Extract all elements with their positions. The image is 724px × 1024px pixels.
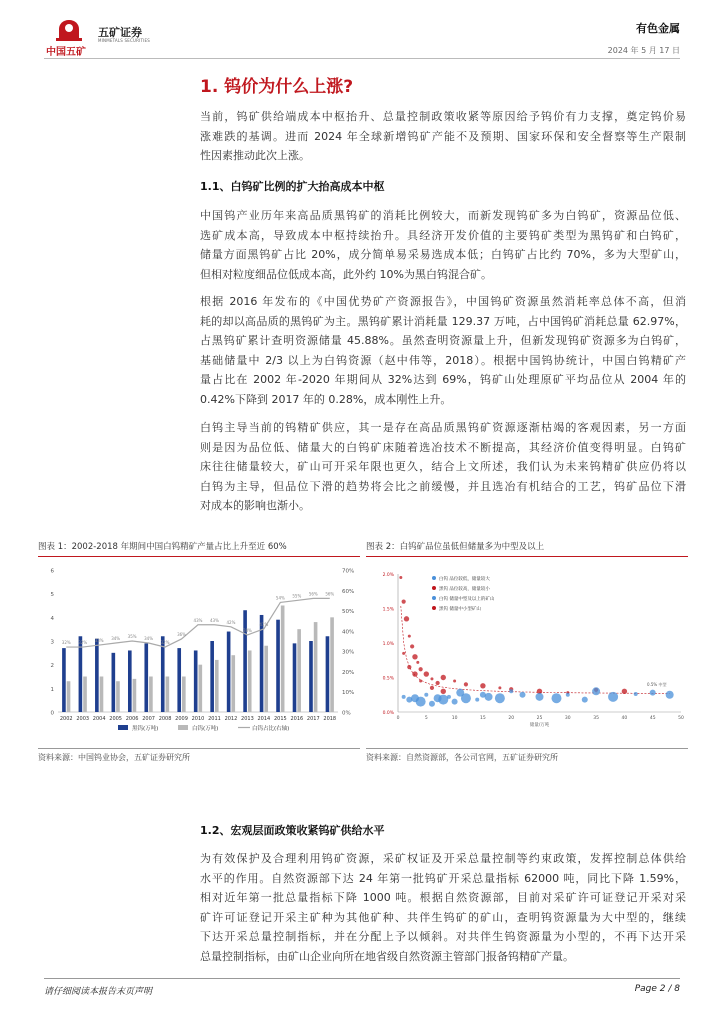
scatter-point bbox=[464, 682, 468, 686]
text-line: 下达开采总量控制指标，并在分配上予以倾斜。对共伴生钨资源量为小型的，不再下达开采 bbox=[200, 930, 686, 943]
text-line: 0.42%下降到 2017 年的 0.28%，成本刚性上升。 bbox=[200, 392, 452, 406]
bar-black-tungsten bbox=[161, 636, 165, 712]
legend-label: 黑钨 储量中小型矿山 bbox=[439, 606, 481, 612]
company-name: 中国五矿 bbox=[46, 47, 86, 58]
securities-name-en: MINMETALS SECURITIES bbox=[98, 38, 150, 43]
scatter-point bbox=[441, 689, 446, 694]
bar-black-tungsten bbox=[177, 648, 181, 712]
line-data-label: 55% bbox=[292, 593, 302, 599]
bar-white-tungsten bbox=[264, 646, 268, 712]
scatter-point bbox=[438, 695, 448, 705]
x-axis-tick-label: 35 bbox=[593, 716, 599, 721]
bar-white-tungsten bbox=[83, 677, 87, 713]
chart-annotation: 0.5% 中型 bbox=[647, 681, 667, 687]
x-axis-tick-label: 2007 bbox=[142, 716, 155, 722]
x-axis-tick-label: 2013 bbox=[241, 716, 254, 722]
text-line: 性因素推动此次上涨。 bbox=[200, 149, 310, 162]
scatter-point bbox=[498, 686, 501, 689]
line-data-label: 43% bbox=[193, 617, 203, 623]
header-divider bbox=[44, 58, 680, 59]
bar-white-tungsten bbox=[67, 681, 71, 712]
legend-label: 黑钨(万吨) bbox=[132, 726, 159, 732]
scatter-point bbox=[410, 644, 414, 648]
scatter-point bbox=[416, 661, 419, 664]
line-data-label: 56% bbox=[325, 591, 335, 597]
bar-white-tungsten bbox=[231, 655, 235, 712]
legend-label: 黑钨 品位较高，储量较小 bbox=[439, 586, 490, 592]
x-axis-tick-label: 2008 bbox=[158, 716, 172, 722]
scatter-point bbox=[485, 693, 493, 701]
text-line: 床往往储量较大，矿山可开采年限也更久，结合上文所述，我们认为未来钨精矿供应仍将以 bbox=[200, 460, 686, 473]
scatter-point bbox=[520, 692, 526, 698]
x-axis-tick-label: 2016 bbox=[290, 716, 304, 722]
figure-1-source: 资料来源：中国钨业协会，五矿证券研究所 bbox=[38, 753, 190, 762]
x-axis-tick-label: 2018 bbox=[323, 716, 337, 722]
section-1-heading: 1. 钨价为什么上涨? bbox=[200, 77, 354, 97]
bar-black-tungsten bbox=[128, 650, 132, 712]
figure-1 bbox=[38, 540, 360, 557]
left-axis-tick-label: 3 bbox=[50, 639, 54, 646]
figure-2 bbox=[366, 540, 688, 557]
text-line: 总量控制指标，由矿山企业向所在地省级自然资源主管部门报备钨精矿产量。 bbox=[200, 949, 574, 963]
scatter-point bbox=[412, 671, 417, 676]
x-axis-tick-label: 45 bbox=[649, 716, 656, 721]
y-axis-tick-label: 2.0% bbox=[382, 573, 394, 578]
line-data-label: 38% bbox=[242, 627, 252, 633]
x-axis-tick-label: 40 bbox=[621, 716, 628, 721]
y-axis-tick-label: 1.5% bbox=[382, 607, 394, 613]
x-axis-tick-label: 2003 bbox=[76, 716, 90, 722]
bar-black-tungsten bbox=[326, 636, 330, 712]
section-1-2-heading: 1.2、宏观层面政策收紧钨矿供给水平 bbox=[200, 824, 385, 837]
line-data-label: 43% bbox=[210, 617, 219, 623]
bar-white-tungsten bbox=[199, 665, 203, 712]
scatter-point bbox=[399, 576, 402, 579]
bar-white-tungsten bbox=[100, 677, 104, 713]
text-line: 根据 2016 年发布的《中国优势矿产资源报告》，中国钨矿资源虽然消耗率总体不高，但消 bbox=[200, 295, 686, 308]
scatter-point bbox=[509, 689, 513, 693]
scatter-point bbox=[412, 654, 417, 659]
figure-1-title: 图表 1：2002-2018 年期间中国白钨精矿产量占比上升至近 60% bbox=[38, 540, 360, 557]
scatter-point bbox=[407, 665, 411, 669]
line-data-label: 34% bbox=[111, 636, 121, 642]
section-1-2-paragraph-1 bbox=[200, 849, 686, 966]
line-data-label: 41% bbox=[259, 621, 269, 627]
scatter-point bbox=[582, 697, 588, 703]
bar-white-tungsten bbox=[116, 681, 120, 712]
scatter-point bbox=[419, 667, 423, 671]
bar-white-tungsten bbox=[281, 606, 285, 713]
scatter-point bbox=[475, 698, 479, 702]
line-data-label: 33% bbox=[94, 638, 104, 644]
text-line: 白钨主导当前的钨精矿供应，其一是存在高品质黑钨矿资源逐渐枯竭的客观因素，另一方面 bbox=[200, 421, 686, 434]
bar-black-tungsten bbox=[194, 650, 198, 712]
scatter-point bbox=[666, 691, 674, 699]
bar-white-tungsten bbox=[330, 617, 334, 712]
right-axis-tick-label: 50% bbox=[342, 609, 355, 616]
bar-white-tungsten bbox=[166, 677, 170, 713]
legend-label: 白钨占比(右轴) bbox=[252, 726, 290, 732]
scatter-point bbox=[436, 681, 440, 685]
bar-white-tungsten bbox=[314, 622, 318, 712]
scatter-point bbox=[551, 693, 561, 703]
right-axis-tick-label: 40% bbox=[342, 629, 355, 636]
scatter-point bbox=[408, 635, 411, 638]
scatter-point bbox=[461, 693, 471, 703]
report-category: 有色金属 bbox=[636, 22, 680, 35]
figure-2-title: 图表 2：白钨矿品位虽低但储量多为中型及以上 bbox=[366, 540, 688, 557]
left-axis-tick-label: 4 bbox=[50, 615, 54, 622]
text-line: 中国钨产业历年来高品质黑钨矿的消耗比例较大，而新发现钨矿多为白钨矿，资源品位低、 bbox=[200, 209, 686, 222]
text-line: 则是因为品位低、储量大的白钨矿床随着选冶技术不断提高，其经济价值变得明显。白钨矿 bbox=[200, 440, 686, 454]
line-data-label: 54% bbox=[275, 595, 285, 601]
bar-black-tungsten bbox=[112, 653, 116, 712]
legend-label: 白钨 品位较低，储量较大 bbox=[439, 576, 490, 582]
report-date: 2024 年 5 月 17 日 bbox=[607, 46, 680, 55]
x-axis-tick-label: 2017 bbox=[306, 716, 320, 722]
legend-marker bbox=[432, 576, 436, 580]
section-1-1-heading: 1.1、白钨矿比例的扩大抬高成本中枢 bbox=[200, 180, 385, 193]
bar-black-tungsten bbox=[95, 639, 99, 712]
legend-label: 白钨 储量中型及以上的矿山 bbox=[439, 596, 495, 602]
bar-white-tungsten bbox=[182, 677, 186, 713]
right-axis-tick-label: 30% bbox=[342, 649, 355, 656]
bar-black-tungsten bbox=[227, 632, 231, 712]
scatter-point bbox=[453, 679, 456, 682]
text-line: 相对近年第一批总量指标下降 1000 吨。根据自然资源部，目前对采矿许可证登记开采对采 bbox=[200, 891, 686, 904]
x-axis-tick-label: 2009 bbox=[175, 716, 188, 722]
x-axis-tick-label: 5 bbox=[424, 716, 428, 721]
line-data-label: 56% bbox=[308, 591, 318, 597]
left-axis-tick-label: 5 bbox=[50, 592, 54, 599]
bar-black-tungsten bbox=[276, 620, 280, 712]
line-data-label: 35% bbox=[127, 634, 137, 639]
line-data-label: 32% bbox=[160, 640, 170, 646]
bar-black-tungsten bbox=[243, 610, 247, 712]
legend-label: 白钨(万吨) bbox=[192, 726, 219, 732]
page-number: Page 2 / 8 bbox=[634, 984, 680, 994]
figure-1-chart bbox=[38, 562, 360, 742]
x-axis-tick-label: 0 bbox=[396, 716, 400, 721]
left-axis-tick-label: 1 bbox=[50, 686, 54, 693]
legend-marker bbox=[432, 606, 436, 610]
footer-disclaimer: 请仔细阅读本报告末页声明 bbox=[44, 987, 153, 997]
line-data-label: 32% bbox=[78, 640, 88, 646]
text-line: 矿许可证登记开采主矿种为其他矿种、共伴生钨矿的矿山，查明钨资源量为大中型的，继续 bbox=[200, 910, 686, 924]
scatter-point bbox=[402, 695, 406, 699]
bar-white-tungsten bbox=[133, 679, 137, 712]
text-line: 为有效保护及合理利用钨矿资源，采矿权证及开采总量控制等约束政策，发挥控制总体供给 bbox=[200, 852, 686, 865]
right-axis-tick-label: 10% bbox=[342, 690, 355, 697]
text-line: 耗的却以高品质的黑钨矿为主。黑钨矿累计消耗量 129.37 万吨，占中国钨矿消耗总量 62.97%， bbox=[200, 314, 686, 328]
legend-marker bbox=[432, 586, 436, 590]
section-1-1-paragraph-1 bbox=[200, 206, 686, 284]
x-axis-tick-label: 25 bbox=[536, 716, 543, 721]
scatter-point bbox=[429, 701, 435, 707]
footer-divider bbox=[44, 978, 680, 979]
trend-curve bbox=[401, 606, 670, 694]
left-axis-tick-label: 6 bbox=[50, 568, 54, 575]
bar-white-tungsten bbox=[248, 650, 252, 712]
company-logo bbox=[46, 18, 170, 58]
text-line: 选矿成本高，导致成本中枢持续抬升。具经济开发价值的主要钨矿类型为黑钨矿和白钨矿， bbox=[200, 228, 686, 242]
left-axis-tick-label: 2 bbox=[50, 663, 54, 670]
bar-black-tungsten bbox=[144, 643, 148, 712]
right-axis-tick-label: 70% bbox=[342, 568, 355, 575]
text-line: 水平的作用。自然资源部下达 24 年第一批钨矿开采总量指标 62000 吨，同比下降 1.59%， bbox=[200, 871, 686, 885]
scatter-point bbox=[592, 687, 600, 695]
right-axis-tick-label: 20% bbox=[342, 669, 355, 676]
y-axis-tick-label: 0.5% bbox=[382, 676, 394, 682]
y-axis-tick-label: 1.0% bbox=[382, 642, 394, 647]
left-axis-tick-label: 0 bbox=[50, 710, 54, 717]
x-axis-tick-label: 2012 bbox=[224, 716, 238, 722]
x-axis-tick-label: 2004 bbox=[92, 716, 106, 722]
line-data-label: 32% bbox=[61, 640, 71, 646]
x-axis-tick-label: 2015 bbox=[273, 716, 287, 722]
bar-black-tungsten bbox=[309, 641, 313, 712]
scatter-point bbox=[622, 689, 627, 694]
x-axis-tick-label: 2011 bbox=[208, 716, 221, 722]
x-axis-tick-label: 30 bbox=[564, 716, 571, 721]
section-1-intro bbox=[200, 107, 686, 166]
scatter-point bbox=[404, 616, 409, 621]
text-line: 基础储量中 2/3 以上为白钨资源（赵中伟等，2018）。根据中国钨协统计，中国白钨精矿产 bbox=[200, 353, 686, 367]
figure-2-source: 资料来源：自然资源部，各公司官网，五矿证券研究所 bbox=[366, 753, 558, 762]
bar-black-tungsten bbox=[210, 641, 214, 712]
bar-black-tungsten bbox=[293, 643, 297, 712]
bar-black-tungsten bbox=[62, 648, 66, 712]
x-axis-tick-label: 2010 bbox=[191, 716, 205, 722]
scatter-point bbox=[495, 693, 505, 703]
figure-2-chart bbox=[366, 562, 688, 742]
y-axis-tick-label: 0.0% bbox=[382, 711, 394, 716]
scatter-point bbox=[402, 600, 406, 604]
text-line: 储量方面黑钨矿占比 20%，成分简单易采易选成本低；白钨矿占比约 70%，多为大型矿山， bbox=[200, 248, 686, 261]
x-axis-tick-label: 2014 bbox=[257, 716, 271, 722]
right-axis-tick-label: 60% bbox=[342, 588, 355, 595]
scatter-point bbox=[424, 671, 429, 676]
scatter-point bbox=[430, 686, 434, 690]
x-axis-label: 储量/万吨 bbox=[529, 723, 550, 728]
x-axis-tick-label: 15 bbox=[480, 716, 486, 721]
section-1-1-paragraph-3 bbox=[200, 418, 686, 516]
scatter-point bbox=[441, 675, 446, 680]
x-axis-tick-label: 20 bbox=[508, 716, 515, 721]
scatter-point bbox=[608, 692, 618, 702]
line-data-label: 34% bbox=[144, 636, 154, 642]
scatter-point bbox=[566, 693, 570, 697]
figure-2-source-divider bbox=[366, 748, 688, 749]
scatter-point bbox=[419, 679, 422, 682]
scatter-point bbox=[452, 699, 458, 705]
bar-white-tungsten bbox=[149, 677, 153, 713]
text-line: 但相对粒度细品位低成本高，此外约 10%为黑白钨混合矿。 bbox=[200, 267, 492, 281]
x-axis-tick-label: 50 bbox=[678, 716, 684, 721]
figure-1-source-divider bbox=[38, 748, 360, 749]
scatter-point bbox=[424, 693, 428, 697]
scatter-point bbox=[634, 692, 638, 696]
x-axis-tick-label: 2006 bbox=[125, 716, 139, 722]
line-data-label: 36% bbox=[177, 631, 186, 637]
legend-swatch bbox=[178, 725, 188, 730]
text-line: 占黑钨矿累计查明资源储量 45.88%。虽然查明资源量上升，但新发现钨矿资源多为白钨矿， bbox=[200, 334, 686, 347]
x-axis-tick-label: 2005 bbox=[109, 716, 123, 722]
text-line: 量占比在 2002 年-2020 年期间从 32%达到 69%，钨矿山处理原矿平均品位从 2004 年的 bbox=[200, 373, 686, 386]
section-1-1-paragraph-2 bbox=[200, 292, 686, 409]
scatter-point bbox=[650, 690, 656, 696]
scatter-point bbox=[416, 697, 426, 707]
scatter-point bbox=[430, 677, 433, 680]
scatter-point bbox=[480, 683, 485, 688]
x-axis-tick-label: 10 bbox=[451, 716, 458, 721]
scatter-point bbox=[536, 693, 544, 701]
text-line: 当前，钨矿供给端成本中枢抬升、总量控制政策收紧等原因给予钨价有力支撑，奠定钨价易 bbox=[200, 110, 686, 123]
line-data-label: 42% bbox=[226, 619, 236, 625]
text-line: 对成本的影响也渐小。 bbox=[200, 499, 310, 512]
x-axis-tick-label: 2002 bbox=[59, 716, 73, 722]
bar-white-tungsten bbox=[297, 629, 301, 712]
text-line: 白钨为主导，但品位下滑的趋势将会比之前缓慢，并且选冶有机结合的工艺，钨矿品位下滑 bbox=[200, 479, 686, 493]
scatter-point bbox=[447, 695, 451, 699]
bar-white-tungsten bbox=[215, 660, 219, 712]
legend-swatch bbox=[118, 725, 128, 730]
scatter-point bbox=[402, 652, 405, 655]
text-line: 涨难跌的基调。进而 2024 年全球新增钨矿产能不及预期、国家环保和安全督察等生产限制 bbox=[200, 129, 686, 143]
right-axis-tick-label: 0% bbox=[342, 710, 351, 717]
legend-marker bbox=[432, 596, 436, 600]
securities-name: 五矿证券 bbox=[98, 26, 142, 39]
